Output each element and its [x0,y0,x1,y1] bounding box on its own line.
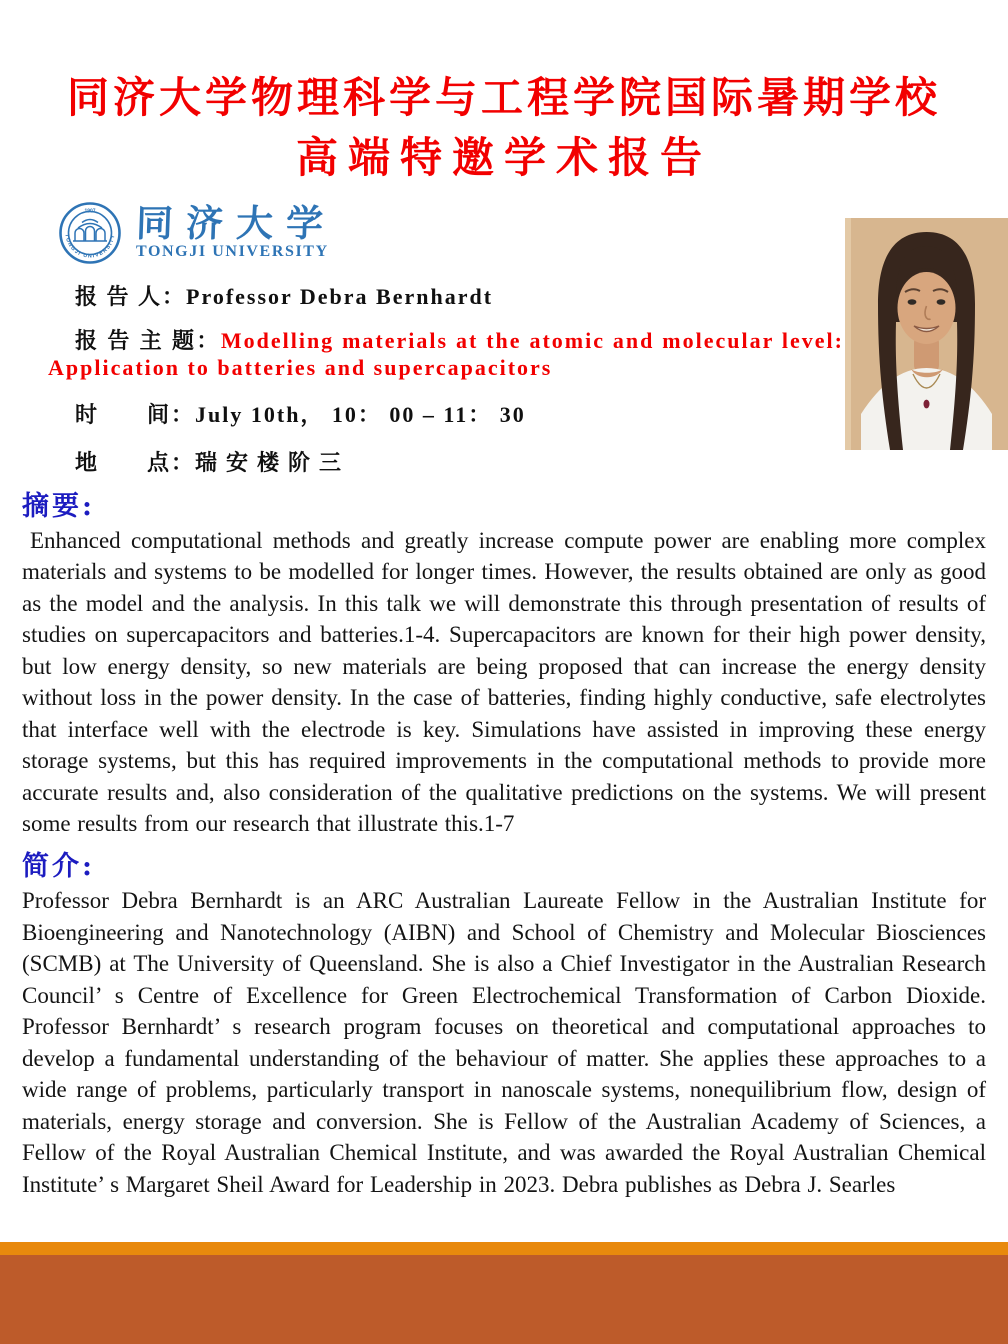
poster-title-line1: 同济大学物理科学与工程学院国际暑期学校 [66,73,941,122]
bio-heading: 简介: [22,850,95,882]
logo-name-chinese: 同济大学 [135,200,337,245]
venue-value: 瑞安楼阶三 [195,449,351,475]
university-logo [58,201,848,265]
topic-line [48,324,844,381]
time-line [75,398,848,429]
speaker-portrait-image [845,218,1008,450]
venue-label: 地 点： [75,449,196,475]
footer-orange-bar [0,1242,1008,1255]
time-label: 时 间： [75,401,196,427]
footer-rust-bar [0,1255,1008,1344]
logo-wordmark [135,200,337,261]
bio-text: Professor Debra Bernhardt is an ARC Australian Laureate Fellow in the Australian Institute for Bioengineering and Nanotechnology (AIBN) and School of Chemistry and Molecular Biosciences (SCMB) at The University of Queensland. She is also a Chief Investigator in the Australian Research Council’ s Centre of Excellence for Green Electrochemical Transformation of Carbon Dioxide. Professor Bernhardt’ s research program focuses on theoretical and computational approaches to develop a fundamental understanding of the behaviour of matter. She applies these approaches to a wide range of problems, particularly transport in nanoscale systems, nonequilibrium flow, design of materials, energy storage and conversion. She is Fellow of the Australian Academy of Sciences, a Fellow of the Royal Australian Chemical Institute, and was awarded the Royal Australian Chemical Institute’ s Margaret Sheil Award for Leadership in 2023. Debra publishes as Debra J. Searles [22,888,986,1197]
svg-text:TONGJI UNIVERSITY: TONGJI UNIVERSITY [63,233,117,260]
logo-name-english: TONGJI UNIVERSITY [136,242,329,260]
talk-info [48,201,848,477]
speaker-line [75,280,848,311]
tongji-emblem-icon [58,201,122,265]
topic-label: 报 告 主 题： [75,327,221,353]
poster-title-line2: 高端特邀学术报告 [295,133,712,183]
time-value: July 10th， 10： 00 – 11： 30 [195,401,526,427]
speaker-photo [845,218,1008,450]
speaker-label: 报 告 人： [75,283,187,309]
venue-line [75,446,848,477]
abstract-text: Enhanced computational methods and greatly increase compute power are enabling more complex materials and systems to be modelled for longer times. However, the results obtained are only as good as the model and the analysis. In this talk we will demonstrate this through presentation of results of studies on supercapacitors and batteries.1-4. Supercapacitors are known for their high power density, but low energy density, so new materials are being proposed that can increase the energy density without loss in the power density. In the case of batteries, finding highly conductive, safe electrolytes that interface well with the electrode is key. Simulations have assisted in improving these energy storage systems, but this has required improvements in the computational methods to provide more accurate results and, also consideration of the qualitative predictions on the systems. We will present some results from our research that illustrate this.1-7 [22,527,986,837]
speaker-name: Professor Debra Bernhardt [186,283,494,309]
abstract-heading: 摘要: [22,490,95,522]
svg-text:1907: 1907 [84,208,96,215]
topic-title: Modelling materials at the atomic and molecular level: Application to batteries and supercapacitors [48,327,844,380]
